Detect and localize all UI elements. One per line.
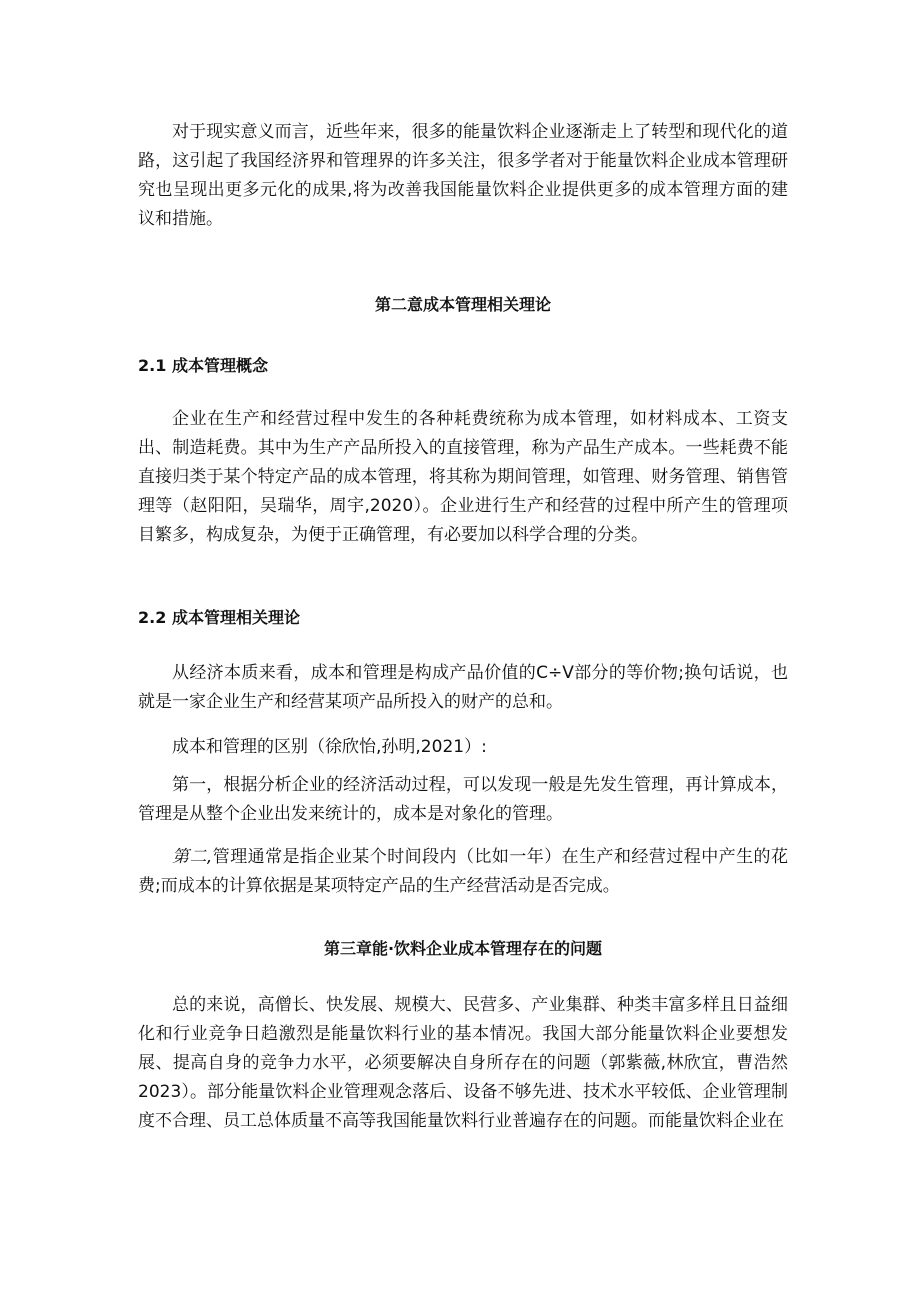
- section-2-2-paragraph-4-text: 管理通常是指企业某个时间段内（比如一年）在生产和经营过程中产生的花费;而成本的计算依据是某项特定产品的生产经营活动是否完成。: [138, 847, 788, 896]
- chapter-2-title: 第二意成本管理相关理论: [374, 295, 551, 314]
- emphasis-second: 第二,: [172, 847, 213, 867]
- chapter-3-paragraph: 总的来说，高僧长、快发展、规模大、民营多、产业集群、种类丰富多样且日益细化和行业竞争日趋激烈是能量饮料行业的基本情况。我国大部分能量饮料企业要想发展、提高自身的竞争力水平，必须要解决自身所存在的问题（郭紫薇,林欣宜，曹浩然2023）。部分能量饮料企业管理观念落后、设备不够先进、技术水平较低、企业管理制度不合理、员工总体质量不高等我国能量饮料行业普遍存在的问题。而能量饮料企业在: [138, 995, 788, 1131]
- section-2-2-heading: [138, 606, 788, 630]
- section-2-2-title: 成本管理相关理论: [172, 608, 301, 627]
- section-2-2-paragraph-1: 从经济本质来看，成本和管理是构成产品价值的C÷V部分的等价物;换句话说，也就是一家企业生产和经营某项产品所投入的财产的总和。: [138, 663, 788, 712]
- section-2-2-paragraph-3: 第一，根据分析企业的经济活动过程，可以发现一般是先发生管理，再计算成本，管理是从整个企业出发来统计的，成本是对象化的管理。: [138, 775, 788, 824]
- chapter-3-title: 第三章能·饮料企业成本管理存在的问题: [323, 939, 603, 958]
- intro-paragraph: 对于现实意义而言，近些年来，很多的能量饮料企业逐渐走上了转型和现代化的道路，这引起了我国经济界和管理界的许多关注，很多学者对于能量饮料企业成本管理研究也呈现出更多元化的成果,将为改善我国能量饮料企业提供更多的成本管理方面的建议和措施。: [138, 122, 788, 229]
- section-2-1-number: 2.1: [138, 356, 167, 375]
- section-2-2-paragraph-4: [138, 843, 788, 901]
- section-2-2-number: 2.2: [138, 608, 167, 627]
- section-2-1-title: 成本管理概念: [172, 356, 269, 375]
- section-2-1-heading: [138, 354, 788, 378]
- section-2-1-paragraph: 企业在生产和经营过程中发生的各种耗费统称为成本管理，如材料成本、工资支出、制造耗费。其中为生产产品所投入的直接管理，称为产品生产成本。一些耗费不能直接归类于某个特定产品的成本管理，将其称为期间管理，如管理、财务管理、销售管理等（赵阳阳，吴瑞华，周宇,2020）。企业进行生产和经营的过程中所产生的管理项目繁多，构成复杂，为便于正确管理，有必要加以科学合理的分类。: [138, 409, 788, 545]
- section-2-2-paragraph-2: 成本和管理的区别（徐欣怡,孙明,2021）:: [172, 737, 487, 757]
